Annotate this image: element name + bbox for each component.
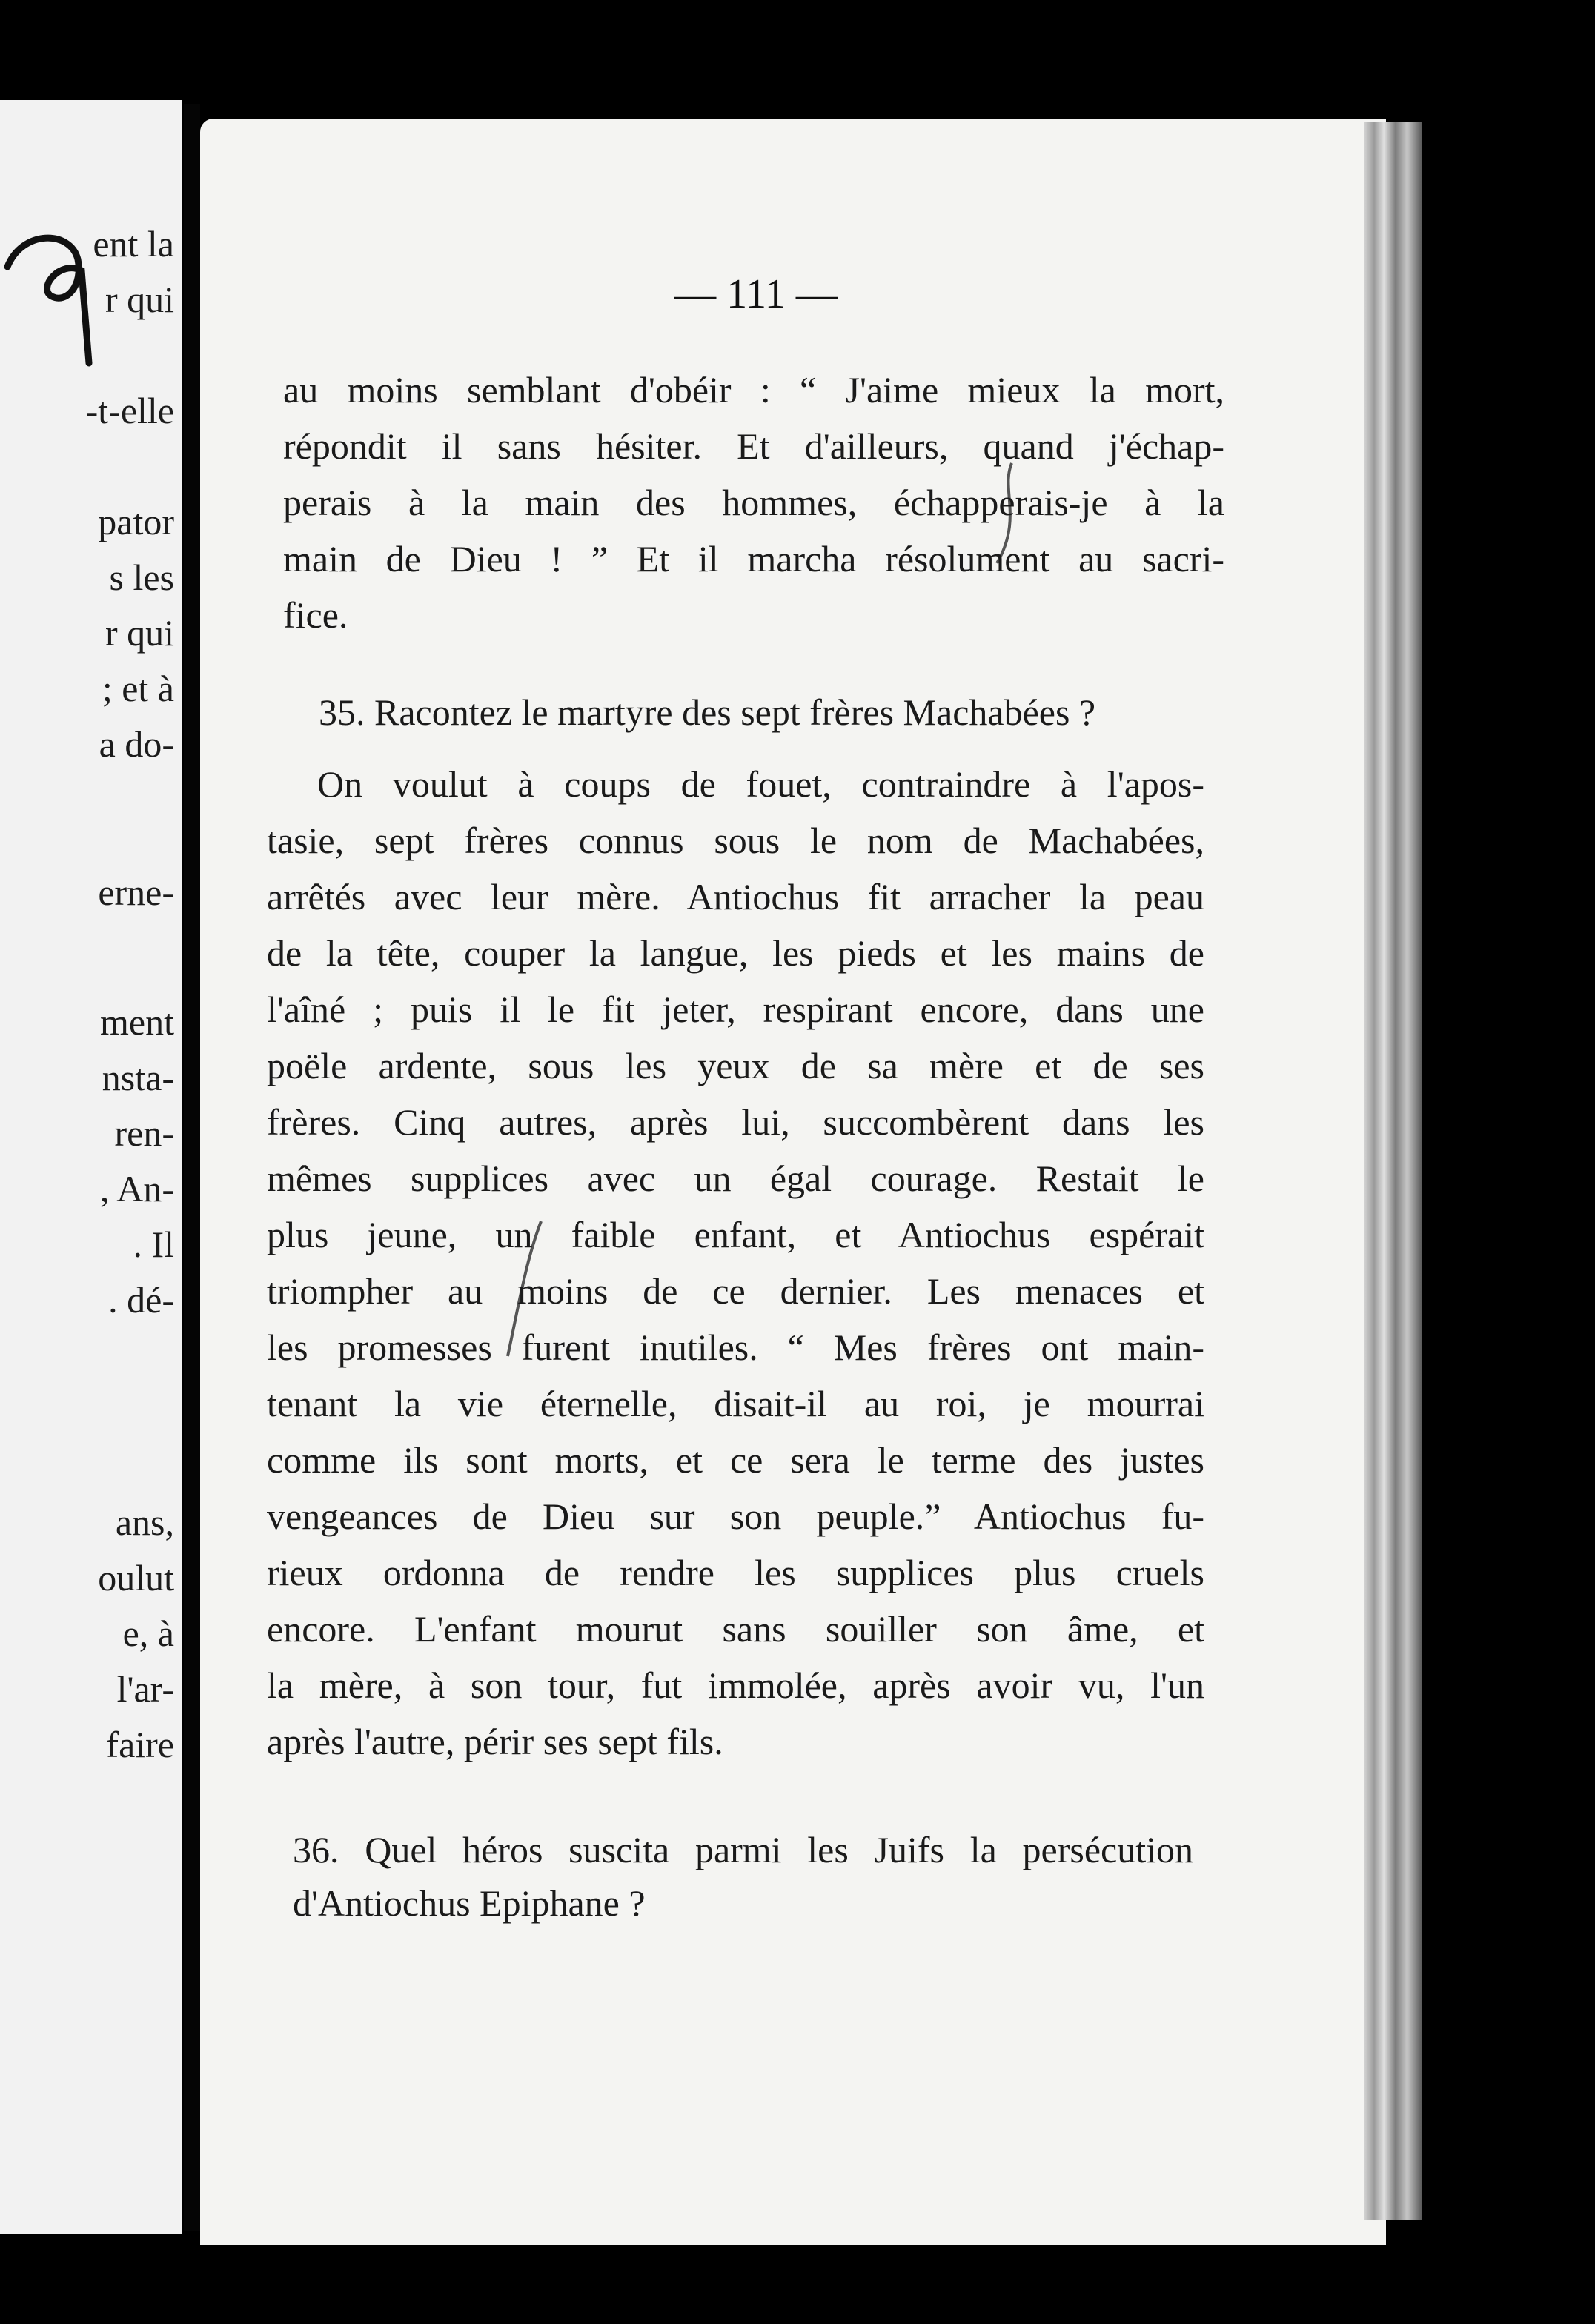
text-line: On voulut à coups de fouet, contraindre à l'apos- bbox=[317, 763, 1204, 805]
left-page-text-fragment: , An- bbox=[100, 1168, 174, 1209]
text-line: tasie, sept frères connus sous le nom de Machabées, bbox=[267, 820, 1204, 861]
gutter-shadow bbox=[184, 104, 200, 2231]
text-line: main de Dieu ! ” Et il marcha résolument au sacri- bbox=[283, 538, 1224, 580]
text-line: de la tête, couper la langue, les pieds et les mains de bbox=[267, 932, 1204, 974]
question-36 bbox=[293, 1823, 1193, 1930]
left-page-text-fragment: ment bbox=[100, 1001, 174, 1043]
left-page-text-fragment: r qui bbox=[105, 279, 174, 320]
text-line: répondit il sans hésiter. Et d'ailleurs, quand j'échap- bbox=[283, 425, 1224, 467]
text-line: perais à la main des hommes, échapperais-je à la bbox=[283, 482, 1224, 523]
text-line: mêmes supplices avec un égal courage. Restait le bbox=[267, 1158, 1204, 1199]
page-number: — 111 — bbox=[674, 271, 838, 317]
left-page-text-fragment: . dé- bbox=[108, 1279, 174, 1321]
text-line: les promesses furent inutiles. “ Mes frères ont main- bbox=[267, 1327, 1204, 1368]
left-page-text-fragment: faire bbox=[106, 1724, 174, 1765]
left-page-fragment bbox=[0, 100, 182, 2234]
continuation-paragraph bbox=[283, 362, 1224, 643]
left-page-text-fragment: e, à bbox=[122, 1613, 174, 1654]
text-line: arrêtés avec leur mère. Antiochus fit arracher la peau bbox=[267, 876, 1204, 917]
text-line: frères. Cinq autres, après lui, succombèrent dans les bbox=[267, 1101, 1204, 1143]
text-line: la mère, à son tour, fut immolée, après avoir vu, l'un bbox=[267, 1664, 1204, 1706]
text-line: fice. bbox=[283, 594, 348, 636]
text-line: l'aîné ; puis il le fit jeter, respirant encore, dans une bbox=[267, 989, 1204, 1030]
text-line: au moins semblant d'obéir : “ J'aime mieux la mort, bbox=[283, 369, 1224, 411]
left-page-text-fragment: -t-elle bbox=[85, 390, 174, 431]
left-page-text-fragment: erne- bbox=[98, 872, 174, 913]
text-line: après l'autre, périr ses sept fils. bbox=[267, 1721, 723, 1762]
left-page-text-fragment: nsta- bbox=[102, 1057, 174, 1098]
left-page-text-fragment: ent la bbox=[93, 223, 174, 265]
text-line: encore. L'enfant mourut sans souiller son âme, et bbox=[267, 1608, 1204, 1650]
answer-35-paragraph bbox=[267, 756, 1204, 1770]
left-page-text-fragment: ans, bbox=[115, 1501, 174, 1543]
handwritten-mark bbox=[0, 215, 104, 385]
left-page-text-fragment: a do- bbox=[99, 723, 174, 765]
left-page-text-fragment: pator bbox=[98, 501, 174, 542]
text-line: plus jeune, un faible enfant, et Antiochus espérait bbox=[267, 1214, 1204, 1255]
left-page-text-fragment: r qui bbox=[105, 612, 174, 654]
text-line: comme ils sont morts, et ce sera le terme des justes bbox=[267, 1439, 1204, 1481]
text-line: d'Antiochus Epiphane ? bbox=[293, 1882, 646, 1924]
page-edge-stack bbox=[1364, 122, 1422, 2220]
text-line: vengeances de Dieu sur son peuple.” Antiochus fu- bbox=[267, 1495, 1204, 1537]
left-page-text-fragment: oulut bbox=[98, 1557, 174, 1598]
text-line: rieux ordonna de rendre les supplices plus cruels bbox=[267, 1552, 1204, 1593]
text-line: 36. Quel héros suscita parmi les Juifs la persécution bbox=[293, 1829, 1193, 1870]
text-line: 35. Racontez le martyre des sept frères Machabées ? bbox=[319, 691, 1096, 733]
left-page-text-fragment: ; et à bbox=[102, 668, 174, 709]
question-35 bbox=[319, 685, 1216, 739]
text-line: poële ardente, sous les yeux de sa mère et de ses bbox=[267, 1045, 1204, 1086]
left-page-text-fragment: s les bbox=[109, 557, 174, 598]
left-page-text-fragment: ren- bbox=[114, 1112, 174, 1154]
text-line: triompher au moins de ce dernier. Les menaces et bbox=[267, 1270, 1204, 1312]
left-page-text-fragment: . Il bbox=[133, 1224, 174, 1265]
left-page-text-fragment: l'ar- bbox=[116, 1668, 174, 1710]
text-line: tenant la vie éternelle, disait-il au roi, je mourrai bbox=[267, 1383, 1204, 1424]
